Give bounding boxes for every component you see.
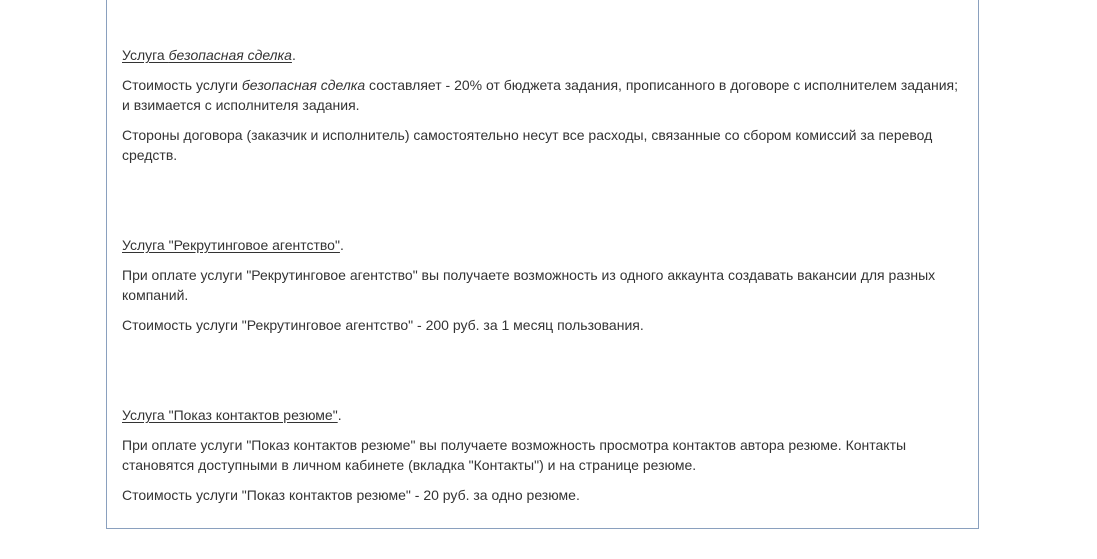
safe-deal-cost-paragraph: Стоимость услуги безопасная сделка составляет - 20% от бюджета задания, прописанного в договоре с исполнителем задания; и взимается с исполнителя задания. <box>122 77 959 113</box>
heading-underlined: Услуга безопасная сделка <box>122 47 292 63</box>
section-heading-recruiting-agency: Услуга "Рекрутинговое агентство". <box>122 237 344 253</box>
recruiting-agency-description: При оплате услуги "Рекрутинговое агентство" вы получаете возможность из одного аккаунта создавать вакансии для разных компаний. <box>122 267 936 303</box>
content-panel <box>106 0 979 529</box>
resume-contacts-description: При оплате услуги "Показ контактов резюме" вы получаете возможность просмотра контактов автора резюме. Контакты становятся доступными в личном кабинете (вкладка "Контакты") и на странице резюме. <box>122 437 907 473</box>
recruiting-agency-cost: Стоимость услуги "Рекрутинговое агентство" - 200 руб. за 1 месяц пользования. <box>122 317 644 333</box>
section-heading-safe-deal: Услуга безопасная сделка. <box>122 47 296 63</box>
resume-contacts-cost: Стоимость услуги "Показ контактов резюме" - 20 руб. за одно резюме. <box>122 487 580 503</box>
section-heading-resume-contacts: Услуга "Показ контактов резюме". <box>122 407 342 423</box>
safe-deal-expenses-paragraph: Стороны договора (заказчик и исполнитель) самостоятельно несут все расходы, связанные со сбором комиссий за перевод средств. <box>122 127 933 163</box>
